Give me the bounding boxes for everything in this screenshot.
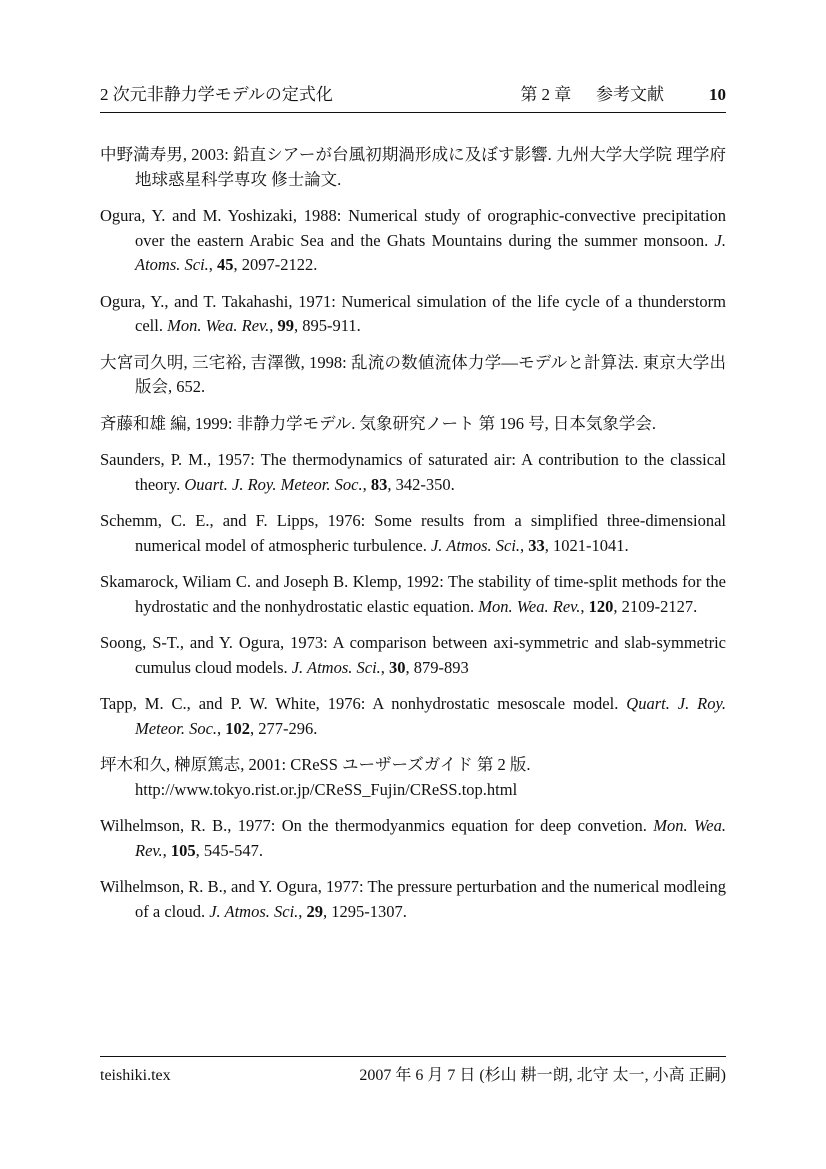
reference-entry: [100, 692, 726, 741]
page-number: 10: [709, 85, 726, 104]
reference-text: , 545-547.: [195, 840, 264, 860]
reference-text: ,: [380, 657, 390, 677]
reference-text: Ogura, Y., and T. Takahashi, 1971: Numerical simulation of the life cycle of a thunderstorm cell.: [100, 291, 726, 335]
reference-entry: [100, 753, 726, 802]
volume-number: 83: [370, 474, 388, 494]
reference-text: 大宮司久明, 三宅裕, 吉澤徴, 1998: 乱流の数値流体力学—モデルと計算法. 東京大学出版会, 652.: [100, 352, 726, 396]
reference-text: , 879-893: [405, 657, 469, 677]
volume-number: 30: [389, 657, 406, 677]
reference-text: Soong, S-T., and Y. Ogura, 1973: A comparison between axi-symmetric and slab-symmetric cumulus cloud models.: [100, 633, 726, 677]
page-footer: [100, 1056, 726, 1085]
reference-entry: [100, 290, 726, 339]
footer-filename: teishiki.tex: [100, 1067, 171, 1084]
journal-name: Quart. J. Roy. Meteor. Soc.: [135, 694, 726, 738]
reference-text: Wilhelmson, R. B., 1977: On the thermodyanmics equation for deep convetion.: [100, 816, 654, 835]
reference-text: , 895-911.: [294, 316, 361, 335]
reference-text: http://www.tokyo.rist.or.jp/CReSS_Fujin/CReSS.top.html: [135, 779, 518, 799]
reference-text: Tapp, M. C., and P. W. White, 1976: A nonhydrostatic mesoscale model.: [100, 694, 627, 713]
reference-text: 中野満寿男, 2003: 鉛直シアーが台風初期渦形成に及ぼす影響. 九州大学大学院 理学府 地球惑星科学専攻 修士論文.: [100, 145, 726, 189]
reference-text: ,: [217, 718, 226, 738]
page-header: [100, 80, 726, 113]
chapter-label: 第 2 章: [520, 85, 572, 104]
volume-number: 120: [588, 596, 614, 616]
volume-number: 105: [170, 840, 196, 860]
reference-list: [100, 143, 726, 936]
reference-text: , 1021-1041.: [544, 535, 629, 555]
volume-number: 45: [217, 255, 234, 274]
volume-number: 33: [528, 535, 545, 555]
reference-text: ,: [269, 316, 278, 335]
volume-number: 99: [277, 316, 295, 335]
footer-date-authors: 2007 年 6 月 7 日 (杉山 耕一朗, 北守 太一, 小高 正嗣): [359, 1067, 726, 1084]
reference-text: ,: [520, 535, 529, 555]
journal-name: Mon. Wea. Rev.: [478, 596, 581, 616]
reference-text: ,: [298, 901, 307, 921]
journal-name: Mon. Wea. Rev.: [167, 316, 270, 335]
journal-name: J. Atmos. Sci.: [209, 901, 299, 921]
section-label: 参考文献: [595, 85, 664, 104]
reference-text: , 342-350.: [387, 474, 455, 494]
volume-number: 29: [306, 901, 324, 921]
reference-entry: [100, 412, 726, 437]
journal-name: Ouart. J. Roy. Meteor. Soc.: [184, 474, 363, 494]
reference-text: Ogura, Y. and M. Yoshizaki, 1988: Numerical study of orographic-convective precipitation over the eastern Arabic Sea and the Ghats Mountains during the summer monsoon.: [100, 206, 726, 250]
journal-name: J. Atmos. Sci.: [291, 657, 381, 677]
reference-text: , 1295-1307.: [323, 901, 407, 921]
reference-entry: [100, 570, 726, 619]
reference-text: 坪木和久, 榊原篤志, 2001: CReSS ユーザーズガイド 第 2 版.: [100, 755, 531, 774]
header-right-group: [520, 80, 726, 105]
reference-text: Skamarock, Wiliam C. and Joseph B. Klemp, 1992: The stability of time-split methods for the hydrostatic and the nonhydrostatic elastic equation.: [100, 572, 726, 616]
reference-entry: [100, 814, 726, 863]
reference-entry: [100, 351, 726, 400]
reference-text: ,: [208, 255, 218, 274]
journal-name: Mon. Wea. Rev.: [135, 816, 726, 860]
reference-text: ,: [580, 596, 589, 616]
reference-text: Saunders, P. M., 1957: The thermodynamics of saturated air: A contribution to the classical theory.: [100, 450, 726, 494]
reference-entry: [100, 875, 726, 924]
volume-number: 102: [225, 718, 251, 738]
reference-text: , 2109-2127.: [613, 596, 698, 616]
reference-text: , 277-296.: [250, 718, 318, 738]
journal-name: J. Atmos. Sci.: [430, 535, 521, 555]
reference-text: 斉藤和雄 編, 1999: 非静力学モデル. 気象研究ノート 第 196 号, 日本気象学会.: [100, 413, 657, 433]
reference-text: Schemm, C. E., and F. Lipps, 1976: Some results from a simplified three-dimensional numerical model of atmospheric turbulence.: [100, 511, 726, 555]
running-title: 2 次元非静力学モデルの定式化: [100, 85, 333, 104]
reference-entry: [100, 143, 726, 192]
reference-entry: [100, 204, 726, 278]
reference-text: Wilhelmson, R. B., and Y. Ogura, 1977: The pressure perturbation and the numerical modleing of a cloud.: [100, 877, 726, 921]
reference-entry: [100, 631, 726, 680]
reference-entry: [100, 448, 726, 497]
reference-entry: [100, 509, 726, 558]
reference-text: , 2097-2122.: [233, 255, 318, 274]
journal-name: J. Atoms. Sci.: [135, 230, 726, 274]
reference-text: ,: [162, 840, 171, 860]
reference-text: ,: [362, 474, 371, 494]
